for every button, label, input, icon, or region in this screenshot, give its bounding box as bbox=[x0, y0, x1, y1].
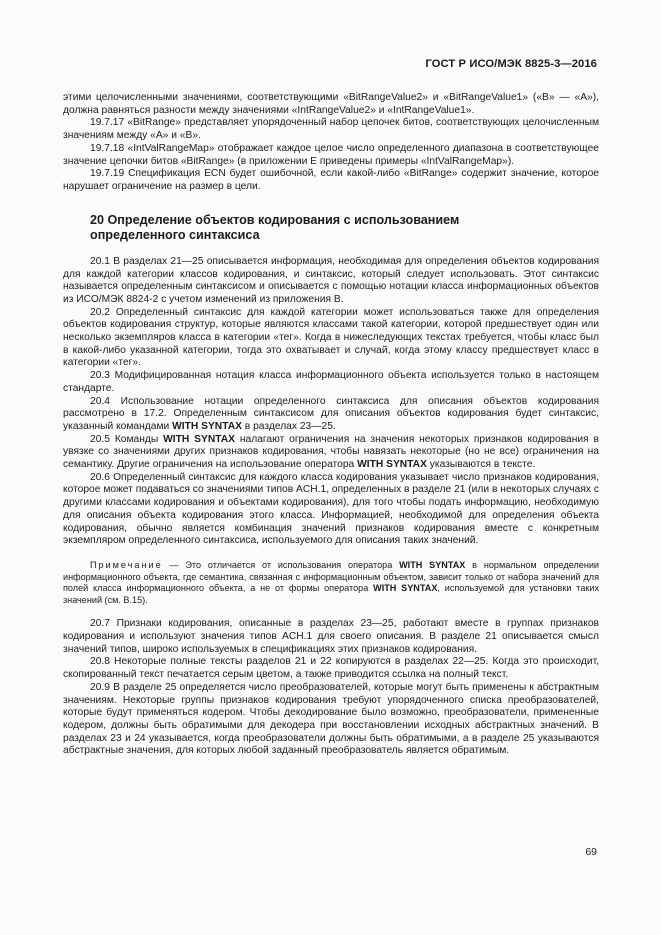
paragraph-20-2: 20.2 Определенный синтаксис для каждой категории может использоваться также для определения объектов кодирования структур, которые являются классами такой категории, которой предшествует один или несколько экземпляров класса в категории «тег». Когда в нижеследующих текстах требуется, чтобы класс был в какой-либо указанной категории, тогда это охватывает и случай, когда этому классу предшествует класс в категории «тег». bbox=[63, 306, 599, 369]
paragraph-20-4 bbox=[63, 396, 599, 434]
with-syntax-keyword: WITH SYNTAX bbox=[373, 583, 438, 594]
paragraph-20-6: 20.6 Определенный синтаксис для каждого класса кодирования указывает число признаков кодирования, которое может подаваться со значениями типов ACH.1, определенных в разделе 21 (или в некоторых случаях с другими классами кодирования и объектами кодирования), для того чтобы подать информацию, необходимую для описания объекта кодирования этого класса. Информацией, необходимой для определения объекта кодирования, обычно является комбинация значений признаков кодирования вместе с конкретным экземпляром определенного синтаксиса, используемого для описания таких значений. bbox=[63, 471, 599, 547]
paragraph-19-7-19: 19.7.19 Спецификация ECN будет ошибочной, если какой-либо «BitRange» содержит значение, которое нарушает ограничение на размер в цели. bbox=[63, 168, 599, 192]
paragraph-20-5-text-c: указываются в тексте. bbox=[426, 459, 536, 471]
section-heading-line-1: 20 Определение объектов кодирования с использованием bbox=[90, 212, 460, 227]
section-heading bbox=[90, 213, 599, 244]
paragraph-20-4-text-b: в разделах 23—25. bbox=[241, 420, 336, 432]
note-text-c: , используемой для установки таких значений (см. B.15). bbox=[63, 583, 600, 605]
paragraph-20-1: 20.1 В разделах 21—25 описывается информация, необходимая для определения объектов кодирования для каждой категории классов кодирования, и синтаксис, который следует использовать. Этот синтаксис называется определенным синтаксисом и описывается с помощью нотации класса информационных объектов из ИСО/МЭК 8824-2 с учетом изменений из приложения B. bbox=[63, 255, 599, 305]
note-dash: — bbox=[162, 559, 186, 570]
paragraph-20-4-text-a: 20.4 Использование нотации определенного синтаксиса для описания объектов кодирования рассмотрено в 17.2. Определенным синтаксисом для описания объектов кодирования будет синтаксис, указанный командами bbox=[63, 395, 599, 432]
paragraph-continuation: этими целочисленными значениями, соответствующими «BitRangeValue2» и «BitRangeValue1» («B» — «A»), должна равняться разности между значениями «IntRangeValue2» и «IntRangeValue1». bbox=[63, 92, 599, 116]
section-heading-line-2: определенного синтаксиса bbox=[90, 228, 260, 243]
page-number: 69 bbox=[585, 846, 597, 858]
note-text-a: Это отличается от использования оператора bbox=[185, 559, 400, 570]
paragraph-20-7: 20.7 Признаки кодирования, описанные в разделах 23—25, работают вместе в группах признаков кодирования и используют значения типов ACH.1 для своего описания. В разделе 21 описывается смысл значений типов, широко используемых в спецификациях этих признаков кодирования. bbox=[63, 618, 599, 655]
with-syntax-keyword: WITH SYNTAX bbox=[163, 433, 235, 445]
paragraph-20-5-text-b: налагают ограничения на значения некоторых признаков кодирования в увязке со значениями других признаков кодирования, чтобы навязать некоторые (но не все) ограничения на семантику. Другие ограничения на использование оператора bbox=[63, 433, 599, 471]
paragraph-20-8: 20.8 Некоторые полные тексты разделов 21 и 22 копируются в разделах 22—25. Когда это происходит, скопированный текст печатается серым цветом, а также приводится ссылка на полный текст. bbox=[63, 656, 599, 681]
paragraph-19-7-18: 19.7.18 «IntValRangeMap» отображает каждое целое число определенного диапазона в соответствующее значение цепочки битов «BitRange» (в приложении E приведены примеры «IntValRangeMap»). bbox=[63, 142, 599, 167]
paragraph-20-3: 20.3 Модифицированная нотация класса информационного объекта используется только в настоящем стандарте. bbox=[63, 370, 599, 394]
paragraph-19-7-17: 19.7.17 «BitRange» представляет упорядоченный набор цепочек битов, соответствующих целочисленным значениям между «A» и «B». bbox=[63, 117, 599, 142]
note-label: Примечание bbox=[90, 559, 163, 570]
paragraph-20-5 bbox=[63, 434, 599, 472]
document-header: ГОСТ Р ИСО/МЭК 8825-3—2016 bbox=[425, 58, 597, 70]
document-body bbox=[63, 92, 599, 758]
with-syntax-keyword: WITH SYNTAX bbox=[172, 420, 242, 432]
with-syntax-keyword: WITH SYNTAX bbox=[357, 459, 427, 471]
paragraph-20-9: 20.9 В разделе 25 определяется число преобразователей, которые могут быть применены к абстрактным значениям. Некоторые группы признаков кодирования требуют упорядоченного списка преобразователей, которые будут применяться кодером. Чтобы декодирование было возможно, преобразователи, примененные кодером, должны быть обратимыми для декодера при восстановлении исходных абстрактных значений. В разделах 23 и 24 указывается, когда преобразователи должны быть обратимыми, а в разделе 25 указываются абстрактные значения, для которых любой заданный преобразователь является обратимым. bbox=[63, 681, 599, 757]
note-text-b: в нормальном определении информационного объекта, где семантика, связанная с информационным объектом, зависит только от набора значений для полей класса информационного объекта, а не от формы оператора bbox=[63, 559, 599, 594]
note bbox=[63, 560, 599, 606]
paragraph-20-5-text-a: 20.5 Команды bbox=[90, 433, 164, 445]
with-syntax-keyword: WITH SYNTAX bbox=[399, 559, 466, 570]
